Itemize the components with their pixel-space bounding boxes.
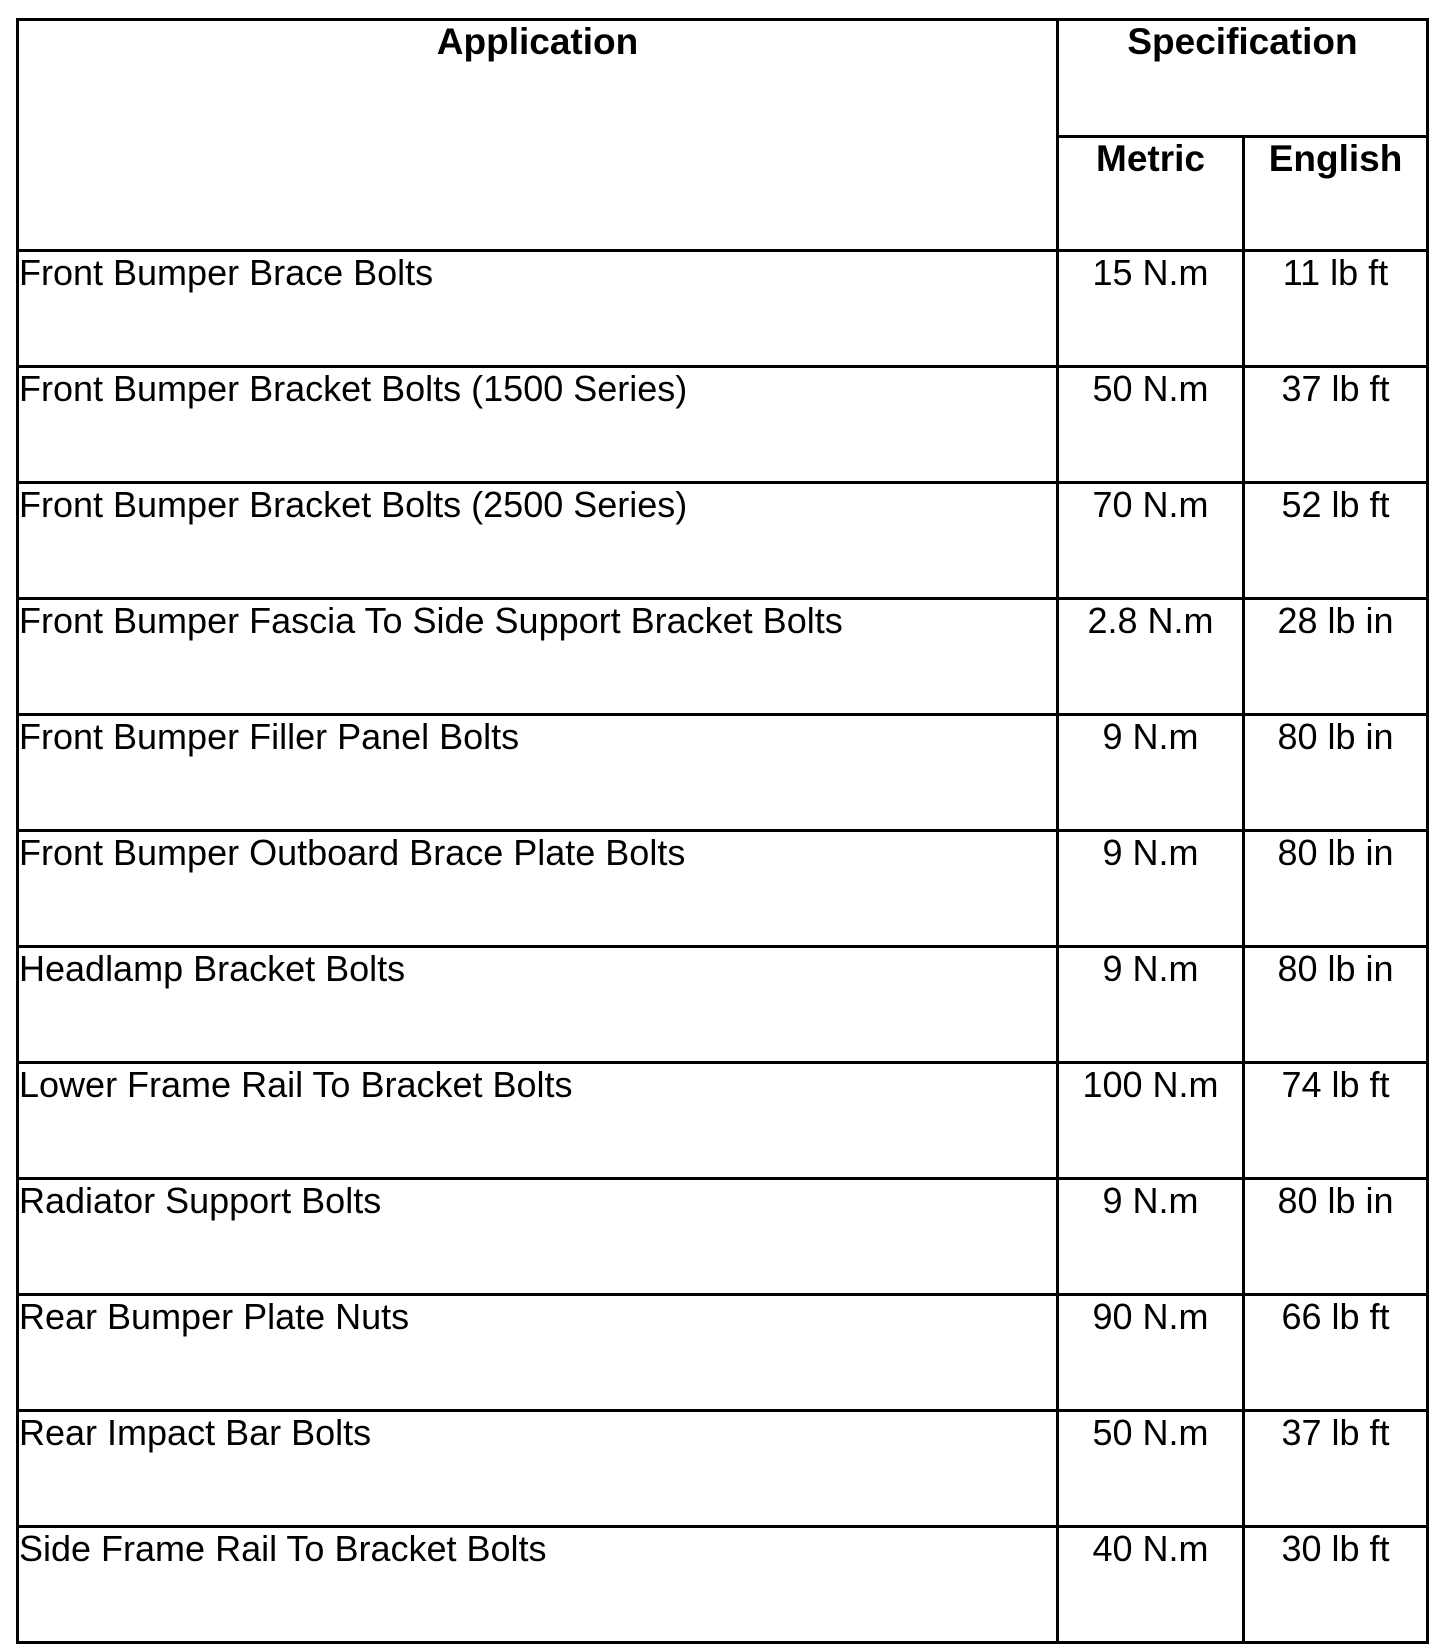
english-cell: 80 lb in bbox=[1244, 1179, 1428, 1295]
metric-cell: 70 N.m bbox=[1058, 483, 1244, 599]
table-row bbox=[18, 1063, 1428, 1179]
table-body bbox=[18, 251, 1428, 1643]
application-cell: Front Bumper Outboard Brace Plate Bolts bbox=[18, 831, 1058, 947]
metric-cell: 90 N.m bbox=[1058, 1295, 1244, 1411]
application-cell: Lower Frame Rail To Bracket Bolts bbox=[18, 1063, 1058, 1179]
english-cell: 52 lb ft bbox=[1244, 483, 1428, 599]
metric-cell: 9 N.m bbox=[1058, 947, 1244, 1063]
english-cell: 80 lb in bbox=[1244, 831, 1428, 947]
english-cell: 80 lb in bbox=[1244, 715, 1428, 831]
english-cell: 28 lb in bbox=[1244, 599, 1428, 715]
metric-cell: 40 N.m bbox=[1058, 1527, 1244, 1643]
metric-cell: 50 N.m bbox=[1058, 367, 1244, 483]
application-cell: Rear Bumper Plate Nuts bbox=[18, 1295, 1058, 1411]
table-row bbox=[18, 947, 1428, 1063]
metric-cell: 9 N.m bbox=[1058, 831, 1244, 947]
table-row bbox=[18, 715, 1428, 831]
table-row bbox=[18, 1527, 1428, 1643]
table-row bbox=[18, 483, 1428, 599]
english-cell: 11 lb ft bbox=[1244, 251, 1428, 367]
metric-cell: 2.8 N.m bbox=[1058, 599, 1244, 715]
metric-cell: 15 N.m bbox=[1058, 251, 1244, 367]
table-row bbox=[18, 251, 1428, 367]
table-row bbox=[18, 599, 1428, 715]
metric-cell: 50 N.m bbox=[1058, 1411, 1244, 1527]
application-cell: Front Bumper Fascia To Side Support Bracket Bolts bbox=[18, 599, 1058, 715]
application-cell: Front Bumper Bracket Bolts (2500 Series) bbox=[18, 483, 1058, 599]
header-specification: Specification bbox=[1058, 20, 1428, 137]
english-cell: 80 lb in bbox=[1244, 947, 1428, 1063]
header-row-top bbox=[18, 20, 1428, 137]
header-application: Application bbox=[18, 20, 1058, 251]
application-cell: Headlamp Bracket Bolts bbox=[18, 947, 1058, 1063]
metric-cell: 9 N.m bbox=[1058, 1179, 1244, 1295]
application-cell: Rear Impact Bar Bolts bbox=[18, 1411, 1058, 1527]
application-cell: Side Frame Rail To Bracket Bolts bbox=[18, 1527, 1058, 1643]
header-english: English bbox=[1244, 137, 1428, 251]
table-row bbox=[18, 367, 1428, 483]
table-row bbox=[18, 1179, 1428, 1295]
application-cell: Radiator Support Bolts bbox=[18, 1179, 1058, 1295]
torque-spec-table bbox=[16, 18, 1429, 1644]
table-row bbox=[18, 1411, 1428, 1527]
metric-cell: 100 N.m bbox=[1058, 1063, 1244, 1179]
english-cell: 30 lb ft bbox=[1244, 1527, 1428, 1643]
metric-cell: 9 N.m bbox=[1058, 715, 1244, 831]
english-cell: 37 lb ft bbox=[1244, 1411, 1428, 1527]
application-cell: Front Bumper Brace Bolts bbox=[18, 251, 1058, 367]
english-cell: 37 lb ft bbox=[1244, 367, 1428, 483]
english-cell: 74 lb ft bbox=[1244, 1063, 1428, 1179]
header-metric: Metric bbox=[1058, 137, 1244, 251]
table-row bbox=[18, 831, 1428, 947]
table-row bbox=[18, 1295, 1428, 1411]
application-cell: Front Bumper Bracket Bolts (1500 Series) bbox=[18, 367, 1058, 483]
application-cell: Front Bumper Filler Panel Bolts bbox=[18, 715, 1058, 831]
english-cell: 66 lb ft bbox=[1244, 1295, 1428, 1411]
